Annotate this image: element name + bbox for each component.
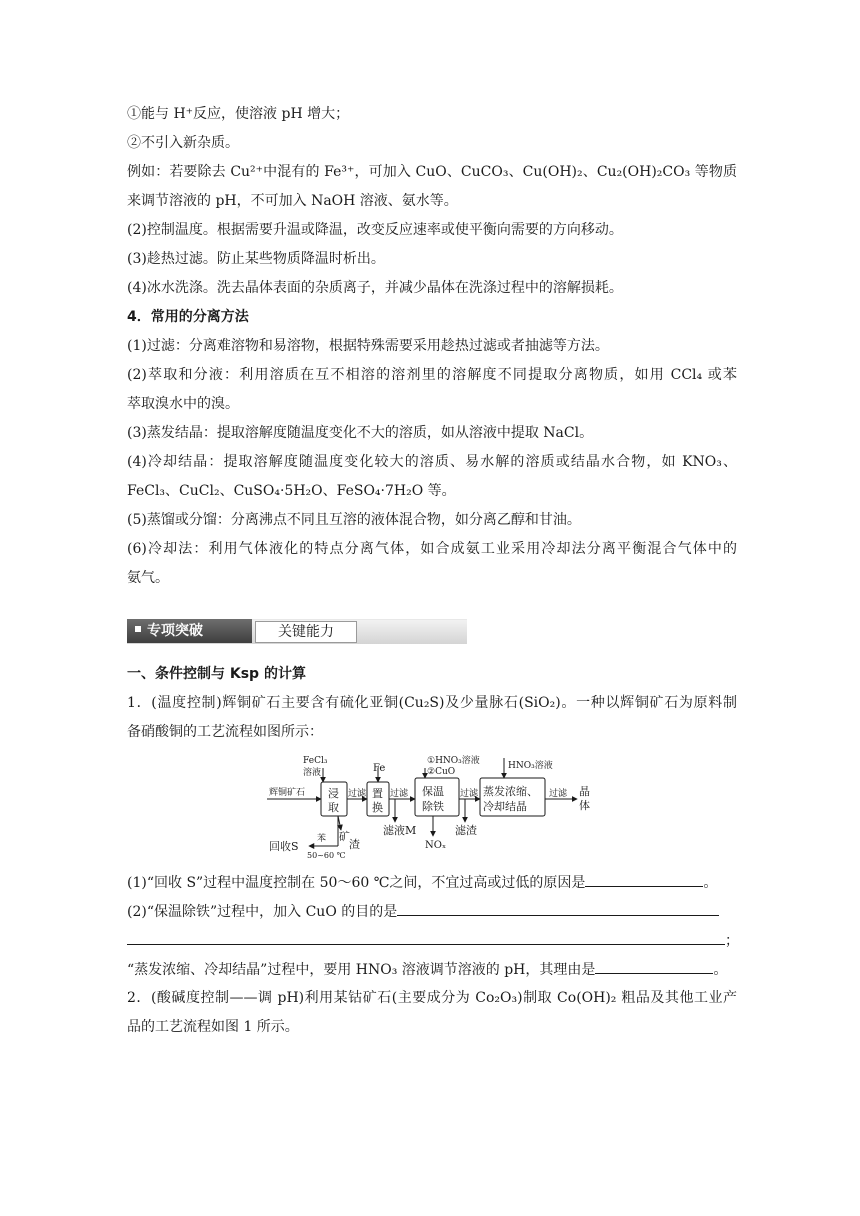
flow-recover-s: 回收S (269, 840, 299, 853)
question-sub-2-text: (2)“保温除铁”过程中，加入 CuO 的目的是 (127, 904, 398, 920)
answer-blank[interactable] (127, 930, 725, 945)
answer-blank[interactable] (397, 901, 719, 916)
banner-left-text: 专项突破 (147, 623, 203, 639)
banner-label-light: 关键能力 (255, 621, 357, 643)
question-text: 品的工艺流程如图 1 所示。 (127, 1019, 299, 1035)
flow-box2-bottom: 换 (372, 801, 383, 814)
answer-blank[interactable] (595, 959, 713, 974)
question-text: 备硝酸铜的工艺流程如图所示： (127, 724, 323, 740)
subheading: 4．常用的分离方法 (127, 309, 249, 325)
flow-filter-2: 过滤 (390, 789, 409, 799)
flow-filtrate-m: 滤液M (383, 824, 417, 837)
flow-input-hno3-2: HNO₃溶液 (508, 761, 553, 771)
flow-filter-4: 过滤 (549, 789, 568, 799)
text-line: (6)冷却法：利用气体液化的特点分离气体，如合成氨工业采用冷却法分离平衡混合气体中的 (127, 541, 737, 557)
flow-residue-1b: 渣 (349, 838, 360, 851)
question-text: 1．(温度控制)辉铜矿石主要含有硫化亚铜(Cu₂S)及少量脉石(SiO₂)。一种以辉铜矿石为原料制 (127, 695, 737, 711)
flow-raw: 辉铜矿石 (269, 788, 306, 798)
flow-box1-bottom: 取 (328, 801, 339, 814)
square-icon (135, 626, 141, 632)
text-line: (4)冷却结晶：提取溶解度随温度变化较大的溶质、易水解的溶质或结晶水合物，如 KNO₃、 (127, 454, 737, 470)
flow-input-cuo: ②CuO (427, 767, 456, 777)
flow-temp: 50~60 ℃ (307, 851, 346, 860)
section-banner (127, 610, 467, 644)
question-sub-3 (127, 959, 737, 980)
flow-product-bottom: 体 (579, 799, 590, 812)
flow-box3-bottom: 除铁 (422, 800, 444, 813)
banner-label-dark (127, 619, 252, 643)
question-sub-2 (127, 901, 737, 922)
flow-box3-top: 保温 (422, 785, 444, 798)
text-line: ①能与 H⁺反应，使溶液 pH 增大； (127, 106, 350, 122)
question-sub-2-cont (127, 930, 737, 951)
flow-box2-top: 置 (372, 787, 383, 800)
flow-input-fe: Fe (373, 763, 386, 774)
process-flow-diagram (265, 752, 595, 864)
flow-input-fecl3: FeCl₃ (303, 756, 328, 766)
question-sub-1-text: (1)“回收 S”过程中温度控制在 50～60 ℃之间，不宜过高或过低的原因是 (127, 875, 586, 891)
punct: 。 (713, 962, 728, 978)
flow-filter-3: 过滤 (460, 789, 479, 799)
flow-box4-top: 蒸发浓缩、 (483, 785, 538, 798)
flow-box1-top: 浸 (328, 787, 339, 800)
flow-filter-1: 过滤 (348, 789, 367, 799)
flow-product-top: 晶 (579, 785, 590, 798)
question-sub-3-text: “蒸发浓缩、冷却结晶”过程中，要用 HNO₃ 溶液调节溶液的 pH，其理由是 (127, 962, 596, 978)
section-heading: 一、条件控制与 Ksp 的计算 (127, 666, 306, 682)
punct: ； (725, 933, 739, 949)
text-line: 萃取溴水中的溴。 (127, 396, 239, 412)
flow-solvent: 苯 (317, 834, 327, 844)
text-line: (5)蒸馏或分馏：分离沸点不同且互溶的液体混合物，如分离乙醇和甘油。 (127, 512, 581, 528)
question-text: 2．(酸碱度控制——调 pH)利用某钴矿石(主要成分为 Co₂O₃)制取 Co(OH)₂ 粗品及其他工业产 (127, 990, 737, 1006)
flow-input-fecl3-sol: 溶液 (303, 768, 322, 778)
flow-nox: NOₓ (425, 840, 447, 851)
flow-residue-1a: 矿 (339, 830, 350, 843)
flow-residue-2: 滤渣 (455, 824, 477, 837)
text-line: (4)冰水洗涤。洗去晶体表面的杂质离子，并减少晶体在洗涤过程中的溶解损耗。 (127, 280, 623, 296)
text-line: 例如：若要除去 Cu²⁺中混有的 Fe³⁺，可加入 CuO、CuCO₃、Cu(OH)₂、Cu₂(OH)₂CO₃ 等物质 (127, 164, 737, 180)
text-line: (3)趁热过滤。防止某些物质降温时析出。 (127, 251, 385, 267)
answer-blank[interactable] (585, 872, 703, 887)
text-line: 来调节溶液的 pH，不可加入 NaOH 溶液、氨水等。 (127, 193, 458, 209)
text-line: ②不引入新杂质。 (127, 135, 239, 151)
flow-box4-bottom: 冷却结晶 (483, 800, 527, 813)
punct: 。 (703, 875, 718, 891)
text-line: (1)过滤：分离难溶物和易溶物，根据特殊需要采用趁热过滤或者抽滤等方法。 (127, 338, 609, 354)
text-line: FeCl₃、CuCl₂、CuSO₄·5H₂O、FeSO₄·7H₂O 等。 (127, 483, 456, 499)
question-sub-1 (127, 872, 737, 893)
flow-input-hno3: ①HNO₃溶液 (427, 756, 480, 766)
text-line: (2)控制温度。根据需要升温或降温，改变反应速率或使平衡向需要的方向移动。 (127, 222, 623, 238)
text-line: 氨气。 (127, 570, 169, 586)
text-line: (2)萃取和分液：利用溶质在互不相溶的溶剂里的溶解度不同提取分离物质，如用 CCl₄ 或苯 (127, 367, 737, 383)
text-line: (3)蒸发结晶：提取溶解度随温度变化不大的溶质，如从溶液中提取 NaCl。 (127, 425, 594, 441)
